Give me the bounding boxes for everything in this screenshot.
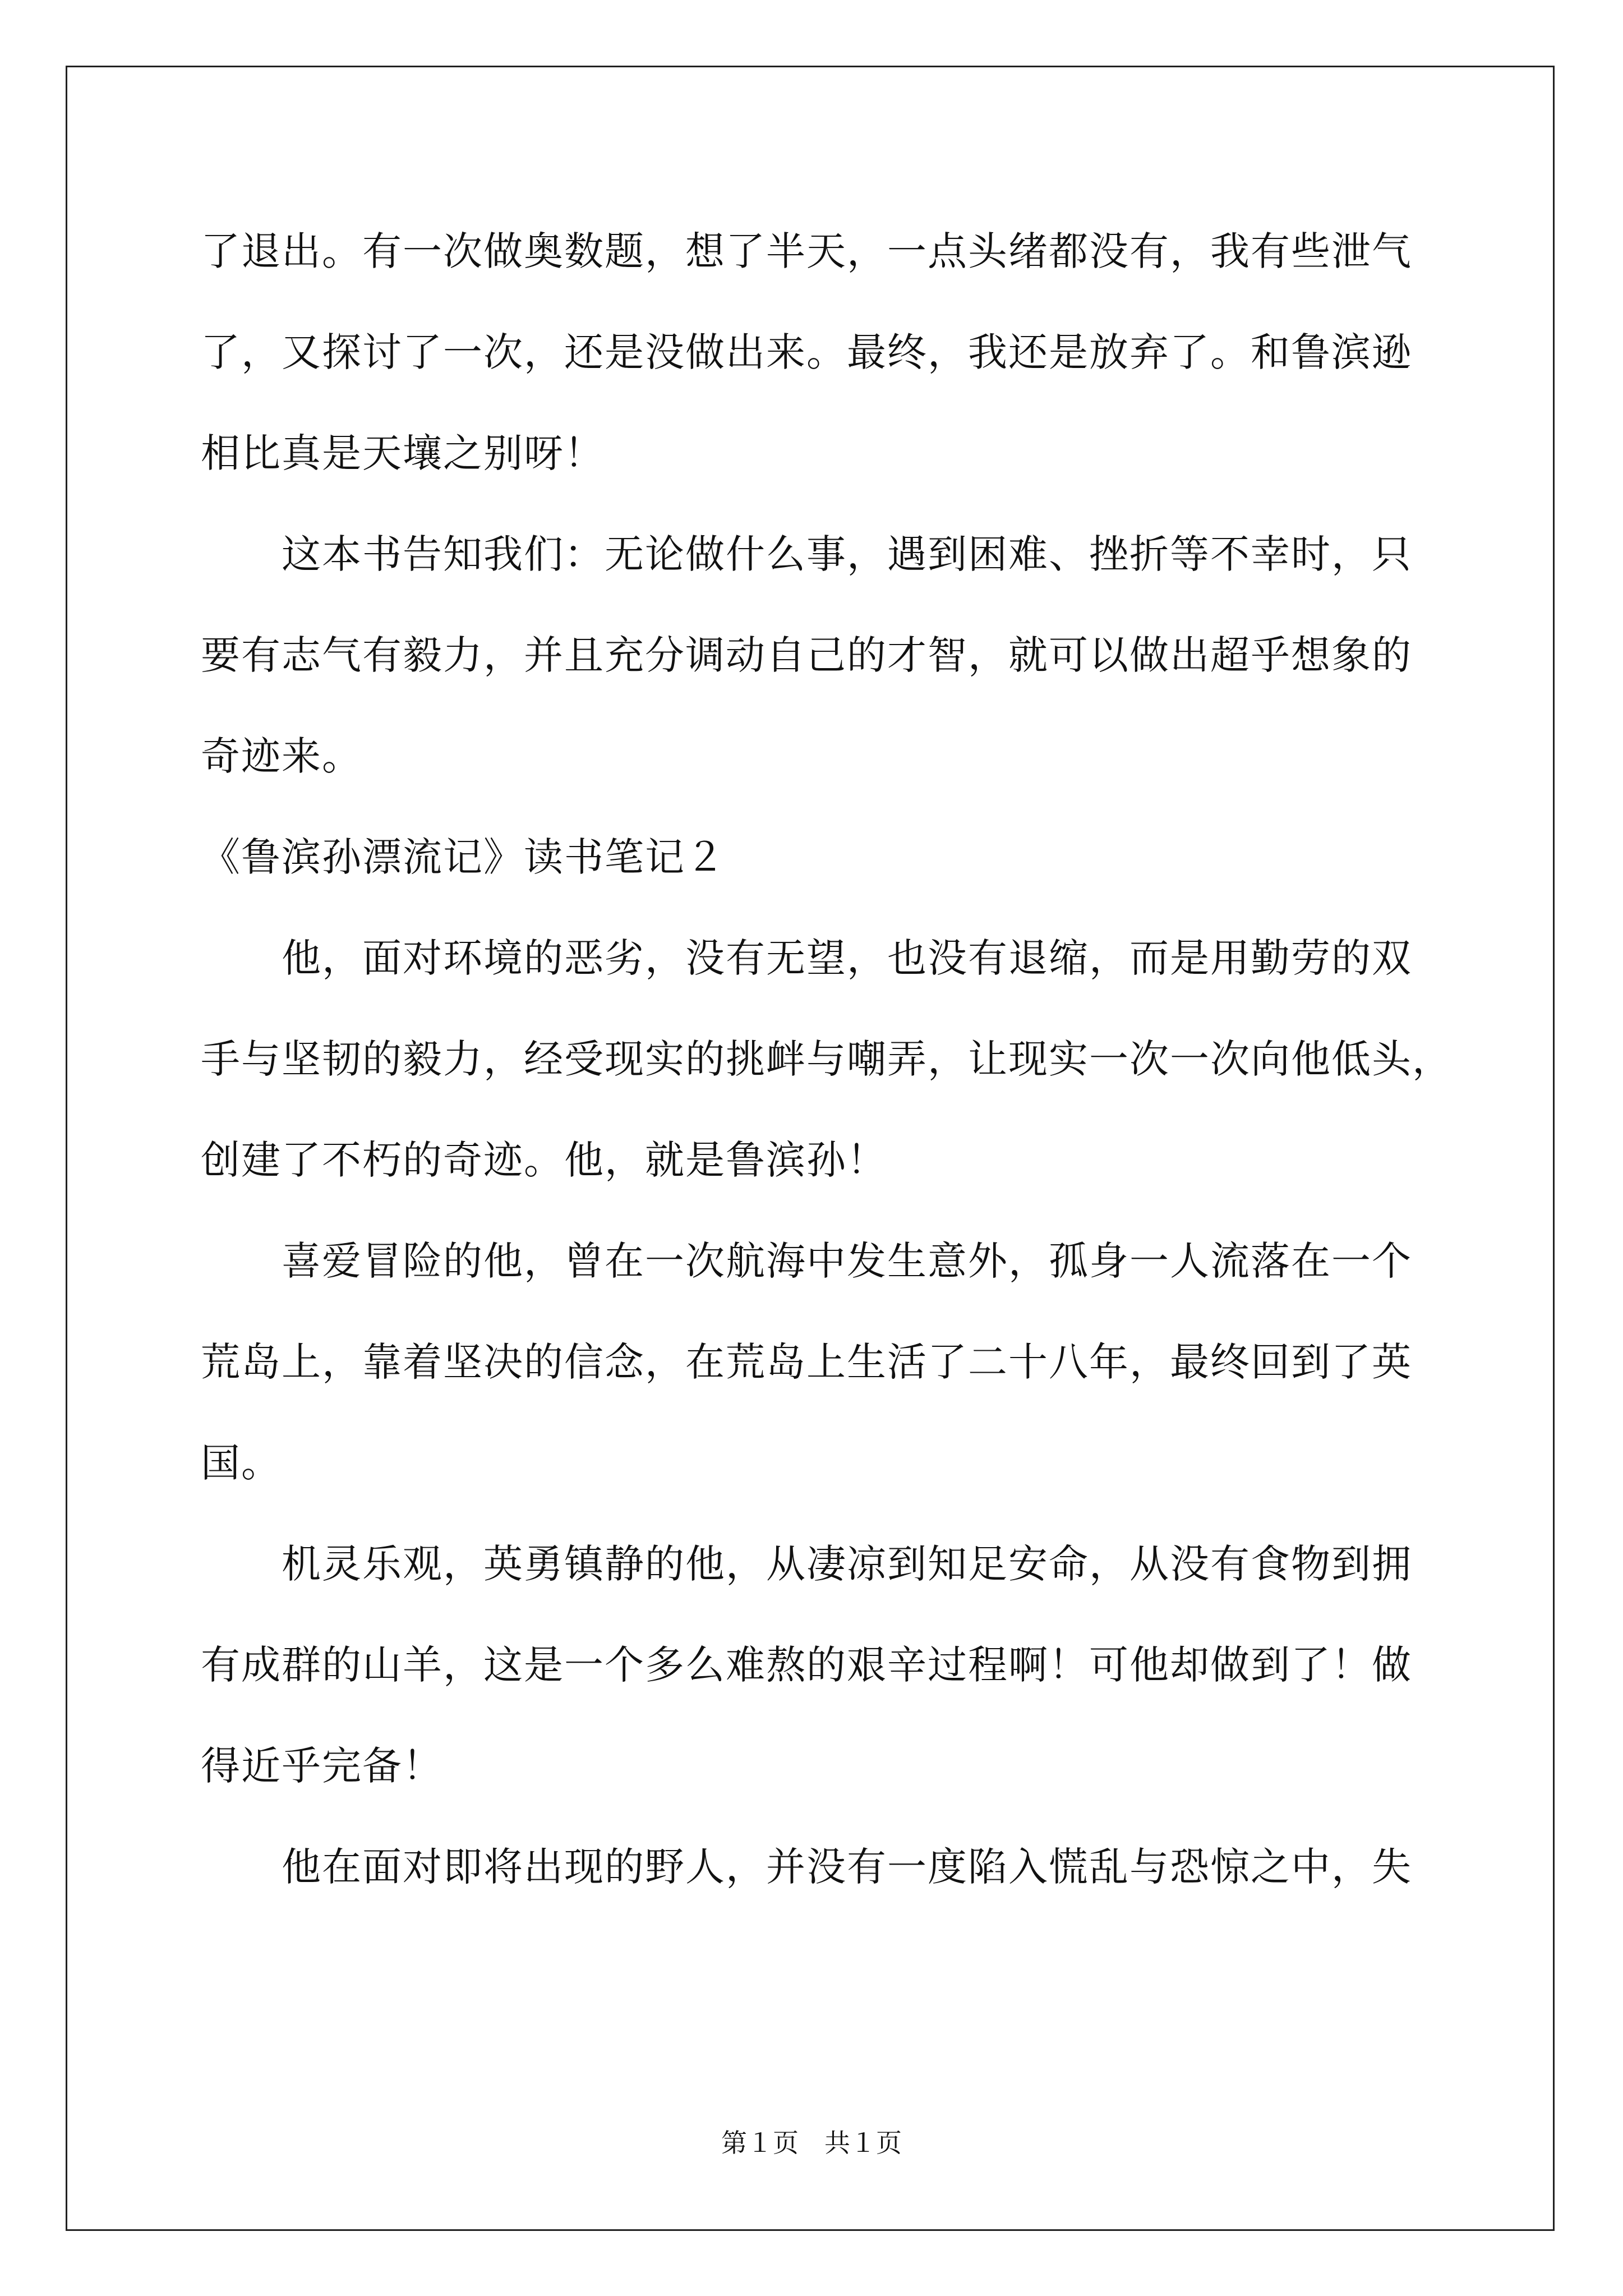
text-line: 有成群的山羊，这是一个多么难熬的艰辛过程啊！可他却做到了！做 — [201, 1642, 1412, 1688]
text-line: 国。 — [201, 1440, 282, 1486]
text-line: 这本书告知我们：无论做什么事，遇到困难、挫折等不幸时，只 — [201, 531, 1412, 577]
text-line: 喜爱冒险的他，曾在一次航海中发生意外，孤身一人流落在一个 — [201, 1238, 1412, 1284]
text-line: 相比真是天壤之别呀！ — [201, 430, 605, 476]
text-line: 奇迹来。 — [201, 733, 362, 779]
text-line: 机灵乐观，英勇镇静的他，从凄凉到知足安命，从没有食物到拥 — [201, 1541, 1412, 1587]
section-heading: 《鲁滨孙漂流记》读书笔记２ — [201, 834, 726, 880]
text-line: 了，又探讨了一次，还是没做出来。最终，我还是放弃了。和鲁滨逊 — [201, 329, 1412, 375]
document-body — [201, 218, 1453, 1934]
text-line: 创建了不朽的奇迹。他，就是鲁滨孙！ — [201, 1137, 887, 1183]
text-line: 了退出。有一次做奥数题，想了半天，一点头绪都没有，我有些泄气 — [201, 228, 1412, 274]
text-line: 荒岛上，靠着坚决的信念，在荒岛上生活了二十八年，最终回到了英 — [201, 1339, 1412, 1385]
text-line: 得近乎完备！ — [201, 1743, 443, 1789]
text-line: 他，面对环境的恶劣，没有无望，也没有退缩，而是用勤劳的双 — [201, 935, 1412, 981]
text-line: 手与坚韧的毅力，经受现实的挑衅与嘲弄，让现实一次一次向他低头， — [201, 1036, 1453, 1082]
page-footer: 第１页 共１页 — [721, 2128, 902, 2158]
text-line: 要有志气有毅力，并且充分调动自己的才智，就可以做出超乎想象的 — [201, 632, 1412, 678]
text-line: 他在面对即将出现的野人，并没有一度陷入慌乱与恐惊之中，失 — [201, 1844, 1412, 1890]
